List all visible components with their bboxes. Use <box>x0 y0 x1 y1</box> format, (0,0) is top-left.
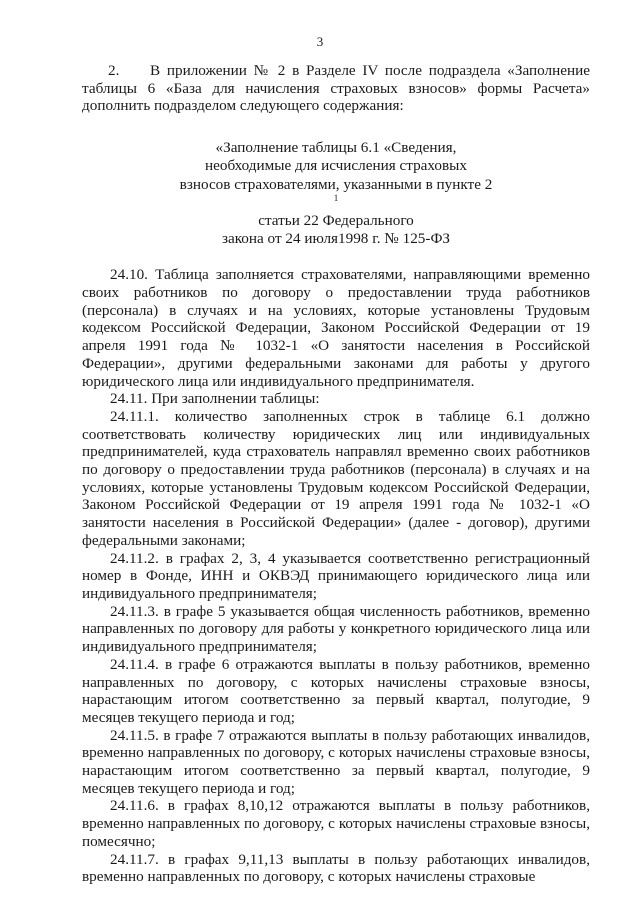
intro-text: В приложении № 2 в Разделе IV после подраздела «Заполнение таблицы 6 «База для начисления страховых взносов» формы Расчета» дополнить подразделом следующего содержания: <box>82 62 590 115</box>
intro-paragraph <box>82 62 590 115</box>
heading-line-1: «Заполнение таблицы 6.1 «Сведения, <box>215 139 457 157</box>
paragraph-24-11: 24.11. При заполнении таблицы: <box>110 390 320 408</box>
paragraph-24-11-2: 24.11.2. в графах 2, 3, 4 указывается соответственно регистрационный номер в Фонде, ИНН и ОКВЭД принимающего юридического лица или индивидуального предпринимателя; <box>82 549 590 602</box>
paragraph-24-11-7: 24.11.7. в графах 9,11,13 выплаты в пользу работающих инвалидов, временно направленных по договору, с которых начислены страховые <box>82 850 590 886</box>
paragraph-24-10: 24.10. Таблица заполняется страхователями, направляющими временно своих работников по договору о предоставлении труда работников (персонала) в случаях и на условиях, которые установлены Трудовым кодексом Российской Федерации, Законом Российской Федерации от 19 апреля 1991 года № 1032-1 «О занятости населения в Российской Федерации», другими федеральными законами для работы у другого юридического лица или индивидуального предпринимателя. <box>82 266 590 390</box>
heading-line-3-rest: статьи 22 Федерального <box>258 211 414 229</box>
subsection-heading <box>82 139 590 248</box>
heading-line-3-text: взносов страхователями, указанными в пункте 2 <box>179 175 493 193</box>
heading-line-3 <box>82 176 590 231</box>
paragraph-24-11-5: 24.11.5. в графе 7 отражаются выплаты в пользу работающих инвалидов, временно направленных по договору, с которых начислены страховые взносы, нарастающим итогом соответственно за первый квартал, полугодие, 9 месяцев текущего периода и год; <box>82 726 590 797</box>
heading-superscript: 1 <box>333 192 339 203</box>
paragraph-24-11-1: 24.11.1. количество заполненных строк в таблице 6.1 должно соответствовать количеству юридических лиц или индивидуальных предпринимателей, куда страхователь направлял временно своих работников по договору о предоставлении труда работников (персонала) в случаях и на условиях, которые установлены Трудовым кодексом Российской Федерации, Законом Российской Федерации от 19 апреля 1991 года № 1032-1 «О занятости населения в Российской Федерации» (далее - договор), другими федеральными законами; <box>82 407 590 549</box>
paragraph-24-11-3: 24.11.3. в графе 5 указывается общая численность работников, временно направленных по договору для работы у конкретного юридического лица или индивидуального предпринимателя; <box>82 602 590 656</box>
paragraph-24-11-4: 24.11.4. в графе 6 отражаются выплаты в пользу работников, временно направленных по договору, с которых начислены страховые взносы, нарастающим итогом соответственно за первый квартал, полугодие, 9 месяцев текущего периода и год; <box>82 655 590 726</box>
heading-line-2: необходимые для исчисления страховых <box>205 157 467 175</box>
document-body <box>82 62 590 886</box>
paragraph-24-11-6: 24.11.6. в графах 8,10,12 отражаются выплаты в пользу работников, временно направленных по договору, с которых начислены страховые взносы, помесячно; <box>82 797 590 850</box>
page-number: 3 <box>316 34 324 49</box>
heading-line-4: закона от 24 июля1998 г. № 125-ФЗ <box>221 230 451 248</box>
intro-number: 2. <box>108 62 120 79</box>
